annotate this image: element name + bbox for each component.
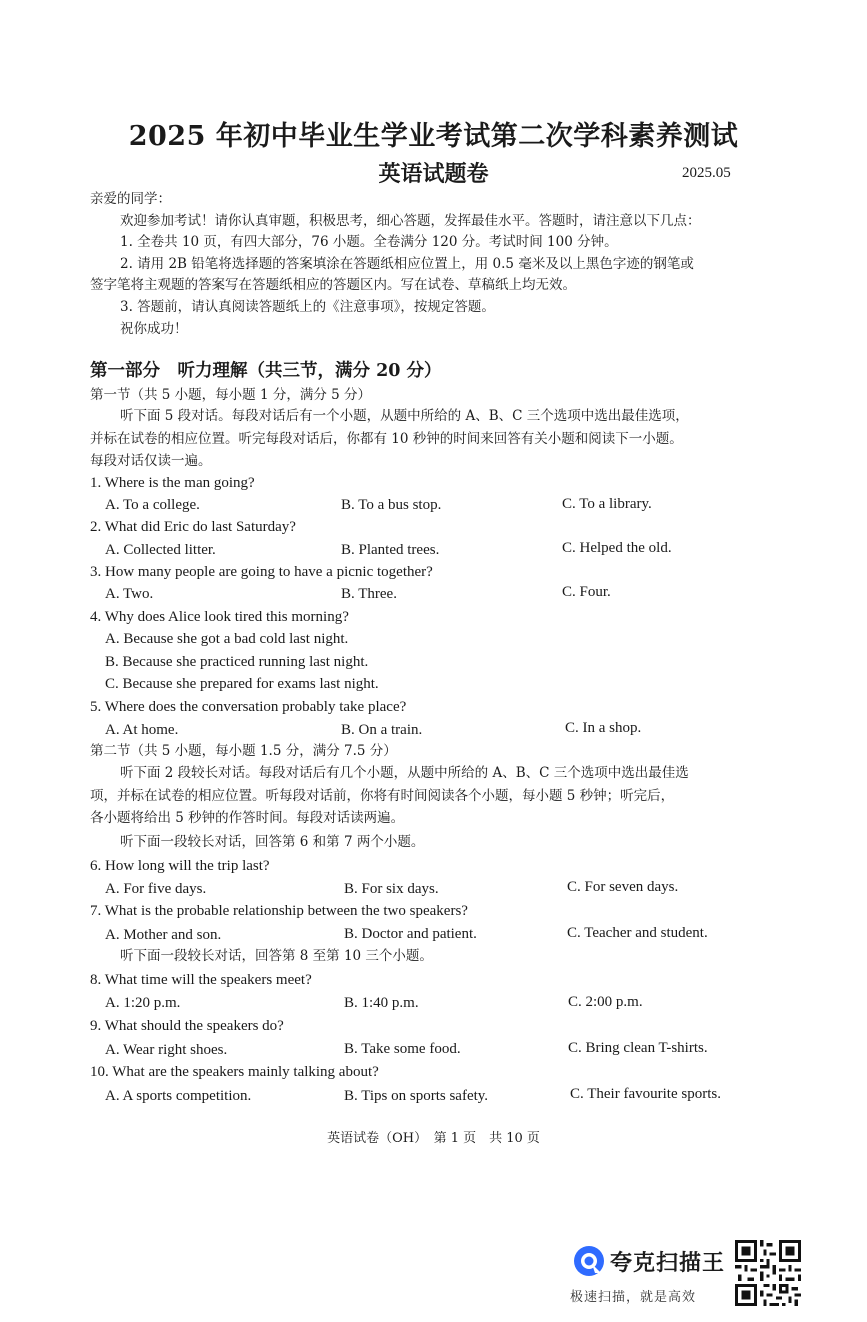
option-c: C. For seven days. [567,879,679,895]
option-b: B. Take some food. [344,1041,461,1057]
scanner-brand-name: 夸克扫描王 [610,1251,726,1276]
option-a: A. For five days. [105,881,207,897]
section-instruction: 每段对话仅读一遍。 [90,453,212,469]
option-a: A. Two. [105,586,154,602]
page-footer: 英语试卷（OH） 第 1 页 共 10 页 [327,1131,540,1146]
option-a: A. 1:20 p.m. [105,995,181,1011]
option-b: B. Because she practiced running last night. [105,654,369,670]
question: 3. How many people are going to have a picnic together? [90,564,433,580]
option-b: B. Doctor and patient. [344,926,477,942]
scanner-watermark [568,1240,738,1310]
part-title: 第一部分 听力理解（共三节，满分 20 分） [90,361,442,381]
option-a: A. A sports competition. [105,1088,252,1104]
section-heading: 第二节（共 5 小题，每小题 1.5 分，满分 7.5 分） [90,743,397,759]
question: 7. What is the probable relationship between the two speakers? [90,903,468,919]
option-a: A. Mother and son. [105,927,222,943]
option-c: C. 2:00 p.m. [568,994,643,1010]
exam-subtitle: 英语试题卷 [378,161,489,187]
question: 2. What did Eric do last Saturday? [90,519,296,535]
option-b: B. For six days. [344,881,439,897]
intro-line: 欢迎参加考试！请你认真审题，积极思考，细心答题，发挥最佳水平。答题时，请注意以下几点： [120,213,701,229]
qr-code-icon [735,1240,801,1306]
option-a: A. Collected litter. [105,542,216,558]
option-a: A. Because she got a bad cold last night. [105,631,349,647]
section-heading: 第一节（共 5 小题，每小题 1 分，满分 5 分） [90,387,372,403]
option-b: B. To a bus stop. [341,497,442,513]
option-c: C. Their favourite sports. [570,1086,721,1102]
dialogue-instruction: 听下面一段较长对话，回答第 8 至第 10 三个小题。 [120,948,433,964]
intro-line: 祝你成功！ [120,321,188,337]
exam-title: 2025 年初中毕业生学业考试第二次学科素养测试 [128,121,739,152]
option-c: C. Because she prepared for exams last night. [105,676,379,692]
option-b: B. Three. [341,586,397,602]
section-instruction: 听下面 5 段对话。每段对话后有一个小题，从题中所给的 A、B、C 三个选项中选出最佳选项， [120,408,689,424]
quark-logo-icon [572,1244,606,1278]
option-c: C. Bring clean T-shirts. [568,1040,708,1056]
option-a: A. Wear right shoes. [105,1042,228,1058]
option-c: C. Helped the old. [562,540,672,556]
option-b: B. On a train. [341,722,423,738]
option-b: B. 1:40 p.m. [344,995,419,1011]
question: 4. Why does Alice look tired this morning? [90,609,349,625]
option-a: A. At home. [105,722,179,738]
option-c: C. Teacher and student. [567,925,708,941]
dialogue-instruction: 听下面一段较长对话，回答第 6 和第 7 两个小题。 [120,834,425,850]
option-a: A. To a college. [105,497,200,513]
intro-greeting: 亲爱的同学： [90,191,171,207]
section-instruction: 听下面 2 段较长对话。每段对话后有几个小题，从题中所给的 A、B、C 三个选项中选出最佳选 [120,765,689,781]
question: 10. What are the speakers mainly talking about? [90,1064,379,1080]
intro-line: 1. 全卷共 10 页，有四大部分，76 小题。全卷满分 120 分。考试时间 100 分钟。 [120,234,618,250]
exam-date: 2025.05 [682,165,731,181]
question: 9. What should the speakers do? [90,1018,284,1034]
question: 6. How long will the trip last? [90,858,270,874]
section-instruction: 各小题将给出 5 秒钟的作答时间。每段对话读两遍。 [90,810,405,826]
option-c: C. In a shop. [565,720,642,736]
option-b: B. Planted trees. [341,542,440,558]
intro-line: 2. 请用 2B 铅笔将选择题的答案填涂在答题纸相应位置上，用 0.5 毫米及以上黑色字迹的钢笔或 [120,256,694,272]
scanner-slogan: 极速扫描，就是高效 [570,1290,697,1305]
section-instruction: 项，并标在试卷的相应位置。听每段对话前，你将有时间阅读各个小题，每小题 5 秒钟；听完后， [90,788,675,804]
question: 5. Where does the conversation probably take place? [90,699,407,715]
intro-line: 3. 答题前，请认真阅读答题纸上的《注意事项》，按规定答题。 [120,299,495,315]
option-b: B. Tips on sports safety. [344,1088,489,1104]
section-instruction: 并标在试卷的相应位置。听完每段对话后，你都有 10 秒钟的时间来回答有关小题和阅读下一小题。 [90,431,683,447]
intro-line: 签字笔将主观题的答案写在答题纸相应的答题区内。写在试卷、草稿纸上均无效。 [90,277,576,293]
question: 1. Where is the man going? [90,475,255,491]
option-c: C. To a library. [562,496,652,512]
question: 8. What time will the speakers meet? [90,972,312,988]
option-c: C. Four. [562,584,611,600]
